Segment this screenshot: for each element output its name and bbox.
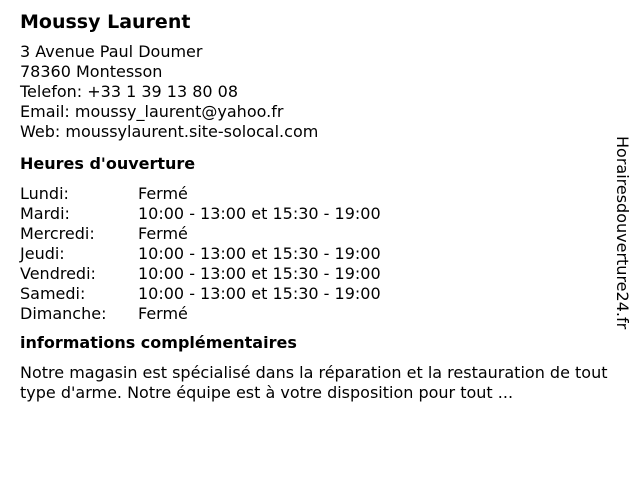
hours-row-dimanche — [20, 304, 616, 324]
hours-row-jeudi — [20, 244, 616, 264]
hours-row-lundi — [20, 184, 616, 204]
hours-row-mercredi — [20, 224, 616, 244]
business-card — [20, 10, 616, 403]
hours-day: Jeudi: — [20, 244, 65, 263]
hours-row-mardi — [20, 204, 616, 224]
hours-time: Fermé — [138, 304, 188, 323]
hours-day: Mardi: — [20, 204, 70, 223]
site-watermark — [612, 136, 632, 342]
opening-hours-list — [20, 184, 616, 324]
hours-day: Lundi: — [20, 184, 69, 203]
additional-info-text: Notre magasin est spécialisé dans la réparation et la restauration de tout type d'arme. Notre équipe est à votre disposition pour tout ... — [20, 363, 608, 402]
address-line1: 3 Avenue Paul Doumer — [20, 42, 203, 61]
watermark-text: Horairesdouverture24.fr — [613, 136, 632, 330]
hours-time: Fermé — [138, 224, 188, 243]
hours-time: Fermé — [138, 184, 188, 203]
hours-day: Vendredi: — [20, 264, 96, 283]
hours-time: 10:00 - 13:00 et 15:30 - 19:00 — [138, 264, 381, 283]
opening-hours-title: Heures d'ouverture — [20, 154, 196, 173]
hours-row-samedi — [20, 284, 616, 304]
phone-line[interactable]: Telefon: +33 1 39 13 80 08 — [20, 82, 239, 101]
web-line[interactable]: Web: moussylaurent.site-solocal.com — [20, 122, 319, 141]
address-line2: 78360 Montesson — [20, 62, 163, 81]
hours-time: 10:00 - 13:00 et 15:30 - 19:00 — [138, 244, 381, 263]
hours-day: Mercredi: — [20, 224, 95, 243]
hours-day: Samedi: — [20, 284, 86, 303]
hours-time: 10:00 - 13:00 et 15:30 - 19:00 — [138, 204, 381, 223]
additional-info-title: informations complémentaires — [20, 333, 297, 352]
hours-row-vendredi — [20, 264, 616, 284]
hours-time: 10:00 - 13:00 et 15:30 - 19:00 — [138, 284, 381, 303]
business-name: Moussy Laurent — [20, 11, 191, 33]
hours-day: Dimanche: — [20, 304, 107, 323]
email-line[interactable]: Email: moussy_laurent@yahoo.fr — [20, 102, 284, 121]
